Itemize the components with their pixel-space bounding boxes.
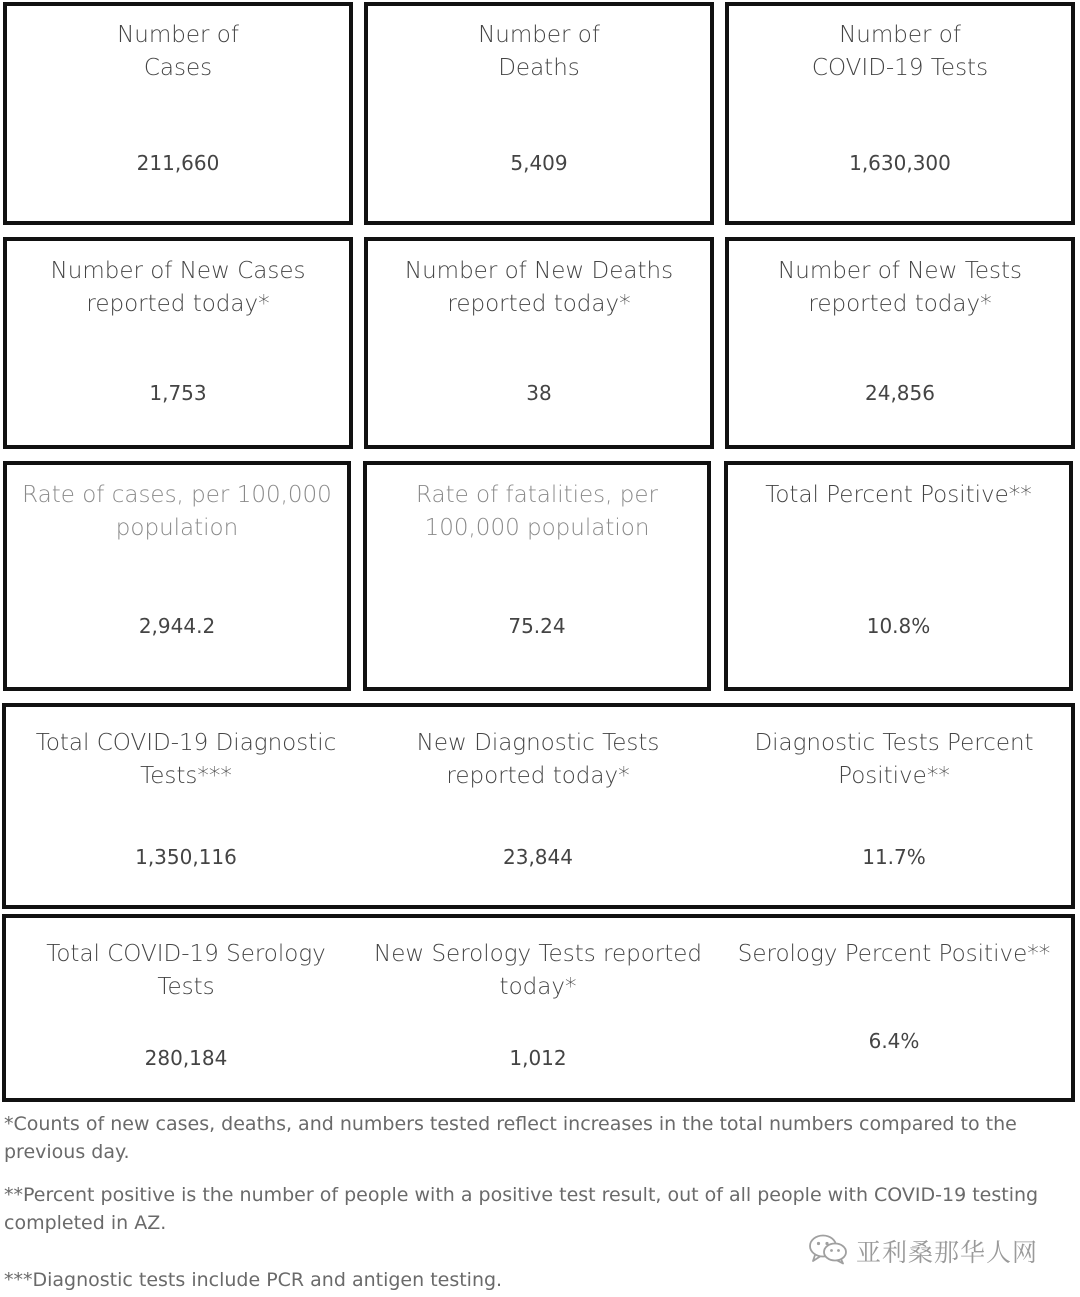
new-tests-label: Number of New Tests reported today* — [778, 258, 1022, 317]
deaths-label: Number of Deaths — [478, 22, 600, 81]
diagnostic-new-label: New Diagnostic Tests reported today* — [416, 730, 660, 789]
new-deaths-value: 38 — [526, 381, 552, 405]
new-cases-label: Number of New Cases reported today* — [50, 258, 306, 317]
percent-positive-label: Total Percent Positive** — [765, 482, 1032, 508]
serology-new-label: New Serology Tests reported today* — [373, 941, 703, 1000]
wechat-icon — [808, 1233, 848, 1269]
serology-total-value: 280,184 — [144, 1046, 228, 1070]
percent-positive-card — [724, 461, 1073, 691]
serology-total-label: Total COVID-19 Serology Tests — [46, 941, 326, 1000]
diagnostic-total-value: 1,350,116 — [135, 845, 237, 869]
new-cases-card — [3, 237, 353, 449]
new-tests-card — [725, 237, 1075, 449]
tests-label: Number of COVID-19 Tests — [811, 22, 989, 81]
footnote-percent-positive: **Percent positive is the number of people with a positive test result, out of all people with COVID-19 testing completed in AZ. — [4, 1184, 1039, 1234]
diagnostic-card — [2, 703, 1075, 909]
cases-label: Number of Cases — [117, 22, 239, 81]
case-rate-card — [3, 461, 351, 691]
footnote-new-counts: *Counts of new cases, deaths, and numbers tested reflect increases in the total numbers compared to the previous day. — [4, 1113, 1017, 1163]
deaths-card — [364, 2, 714, 225]
cases-card — [3, 2, 353, 225]
case-rate-value: 2,944.2 — [138, 614, 216, 638]
serology-card — [2, 914, 1075, 1102]
tests-value: 1,630,300 — [849, 151, 951, 175]
fatality-rate-card — [363, 461, 711, 691]
deaths-value: 5,409 — [510, 151, 568, 175]
tests-card — [725, 2, 1075, 225]
watermark-text: 亚利桑那华人网 — [856, 1238, 1039, 1267]
diagnostic-total-label: Total COVID-19 Diagnostic Tests*** — [35, 730, 337, 789]
diagnostic-new-value: 23,844 — [503, 845, 573, 869]
case-rate-label: Rate of cases, per 100,000 population — [22, 482, 332, 541]
cases-value: 211,660 — [136, 151, 220, 175]
fatality-rate-label: Rate of fatalities, per 100,000 population — [416, 482, 658, 541]
diagnostic-percent-value: 11.7% — [862, 845, 926, 869]
diagnostic-percent-label: Diagnostic Tests Percent Positive** — [754, 730, 1034, 789]
percent-positive-value: 10.8% — [866, 614, 931, 638]
watermark — [808, 1233, 1070, 1269]
footnote-diagnostic-tests: ***Diagnostic tests include PCR and antigen testing. — [4, 1269, 503, 1291]
serology-percent-value: 6.4% — [868, 1029, 920, 1053]
fatality-rate-value: 75.24 — [508, 614, 566, 638]
new-cases-value: 1,753 — [149, 381, 207, 405]
new-tests-value: 24,856 — [865, 381, 935, 405]
new-deaths-card — [364, 237, 714, 449]
serology-new-value: 1,012 — [509, 1046, 567, 1070]
new-deaths-label: Number of New Deaths reported today* — [404, 258, 674, 317]
serology-percent-label: Serology Percent Positive** — [737, 941, 1051, 967]
